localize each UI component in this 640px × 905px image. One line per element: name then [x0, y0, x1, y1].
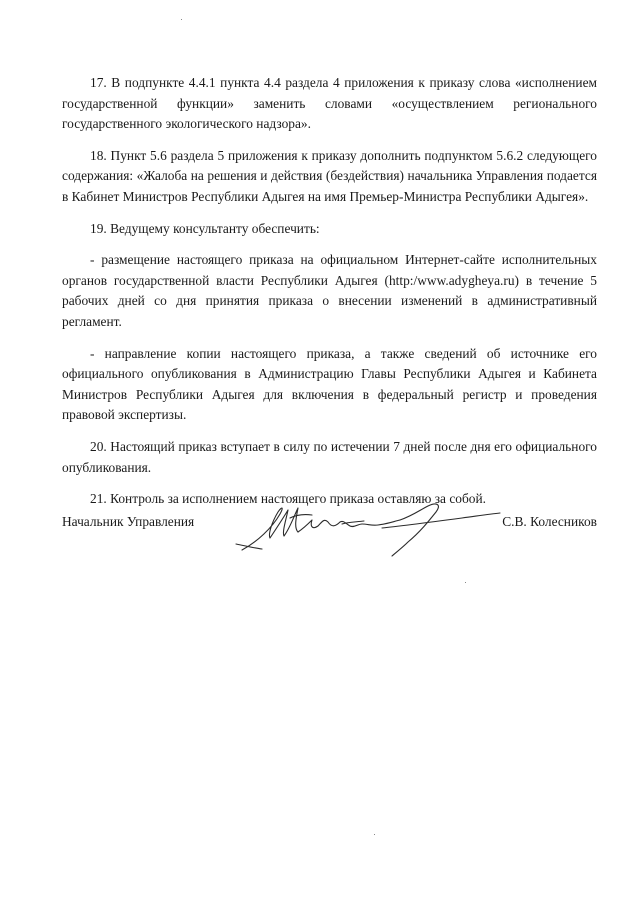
paragraph-21: 21. Контроль за исполнением настоящего приказа оставляю за собой. [90, 491, 486, 507]
signatory-title: Начальник Управления [62, 514, 195, 529]
paragraph-20: 20. Настоящий приказ вступает в силу по истечении 7 дней после дня его официального опубликования. [62, 438, 597, 475]
paragraph-17: 17. В подпункте 4.4.1 пункта 4.4 раздела 4 приложения к приказу слова «исполнением государственной функции» заменить словами «осуществлением регионального государственного экологического надзора». [62, 75, 597, 132]
scan-speck [374, 834, 375, 835]
handwritten-signature [232, 498, 507, 558]
signature-block [62, 498, 597, 558]
scan-speck [181, 19, 182, 20]
paragraph-19-item-2: - направление копии настоящего приказа, а также сведений об источнике его официального опубликования в Администрацию Главы Республики Адыгея и Кабинета Министров Республики Адыгея для включения в федеральный регистр и проведения правовой экспертизы. [62, 345, 597, 423]
paragraph-18: 18. Пункт 5.6 раздела 5 приложения к приказу дополнить подпунктом 5.6.2 следующего содержания: «Жалоба на решения и действия (бездействия) начальника Управления подается в Кабинет Министров Республики Адыгея на имя Премьер-Министра Республики Адыгея». [62, 147, 597, 204]
scan-speck [465, 582, 466, 583]
signatory-name: С.В. Колесников [502, 514, 597, 529]
document-body [62, 73, 597, 521]
paragraph-19-item-1: - размещение настоящего приказа на официальном Интернет-сайте исполнительных органов государственной власти Республики Адыгея (http:/www.adygheya.ru) в течение 5 рабочих дней со дня принятия приказа о внесении изменений в административный регламент. [62, 252, 597, 329]
paragraph-19: 19. Ведущему консультанту обеспечить: [90, 220, 320, 236]
